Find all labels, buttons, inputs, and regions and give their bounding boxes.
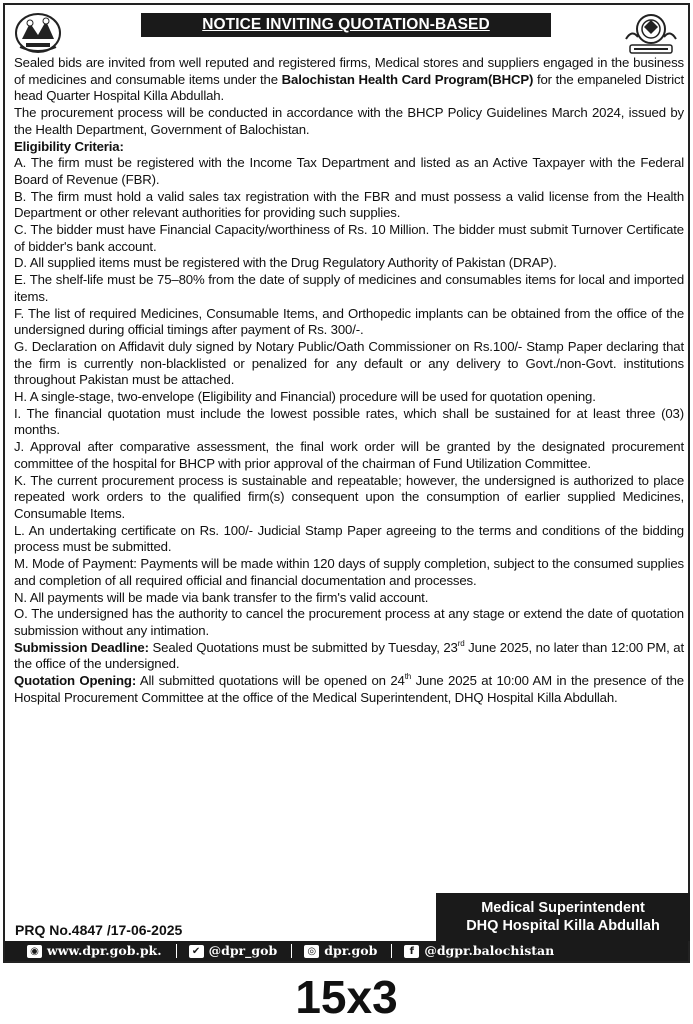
criteria-label: M. xyxy=(14,556,29,572)
criteria-item xyxy=(14,473,684,523)
submission-date-suffix: rd xyxy=(457,638,465,648)
policy-paragraph: The procurement process will be conducted in accordance with the BHCP Policy Guidelines March 2024, issued by the Health Department, Government of Balochistan. xyxy=(14,105,684,137)
footer-link-text: www.dpr.gob.pk. xyxy=(47,943,162,958)
footer-link-text: @dpr_gob xyxy=(208,943,278,958)
criteria-text: The bidder must have Financial Capacity/worthiness of Rs. 10 Million. The bidder must submit Turnover Certificate of bidder's bank account. xyxy=(14,222,684,254)
criteria-text: The undersigned has the authority to cancel the procurement process at any stage or extend the date of quotation submission without any intimation. xyxy=(14,606,684,638)
eligibility-heading-text: Eligibility Criteria: xyxy=(14,138,124,154)
signature-title: Medical Superintendent xyxy=(481,900,645,916)
government-emblem-icon xyxy=(12,9,64,55)
criteria-text: An undertaking certificate on Rs. 100/- Judicial Stamp Paper agreeing to the terms and conditions of the bidding process must be submitted. xyxy=(14,522,684,555)
criteria-text: The firm must be registered with the Income Tax Department and listed as an Active Taxpayer with the Federal Board of Revenue (FBR). xyxy=(14,155,684,187)
signature-office: DHQ Hospital Killa Abdullah xyxy=(466,918,660,934)
criteria-item xyxy=(14,189,684,222)
opening-date-suffix: th xyxy=(404,672,412,682)
ad-size-code: 15x3 xyxy=(295,971,398,1023)
eligibility-heading xyxy=(14,139,684,156)
criteria-text: All payments will be made via bank transfer to the firm's valid account. xyxy=(29,589,429,605)
header xyxy=(5,5,688,55)
criteria-item xyxy=(14,606,684,639)
signature-block xyxy=(436,893,690,941)
notice-body xyxy=(14,55,684,706)
criteria-item xyxy=(14,590,684,607)
criteria-label: J. xyxy=(14,439,24,455)
criteria-text: All supplied items must be registered with the Drug Regulatory Authority of Pakistan (DRAP). xyxy=(29,255,557,271)
footer-link-text: dpr.gob xyxy=(324,943,378,958)
opening-text: All submitted quotations will be opened on 24 xyxy=(136,673,405,689)
criteria-label: H. xyxy=(14,389,27,405)
intro-paragraph xyxy=(14,55,684,105)
criteria-label: B. xyxy=(14,188,27,204)
submission-label: Submission Deadline: xyxy=(14,639,149,655)
criteria-label: G. xyxy=(14,338,28,354)
instagram-icon: ◎ xyxy=(304,945,319,958)
criteria-item xyxy=(14,406,684,439)
criteria-label: C. xyxy=(14,222,27,238)
footer-divider xyxy=(176,944,177,958)
opening-text-end: June 2025 at 10:00 AM in the presence of the Hospital Procurement Committee at the office of the Medical Superintendent, DHQ Hospital Killa Abdullah. xyxy=(14,673,684,705)
footer-link[interactable] xyxy=(189,941,278,961)
intro-text-end: for the empaneled District head Quarter Hospital Killa Abdullah. xyxy=(14,71,685,104)
intro-text: Sealed bids are invited from well reputed and registered firms, Medical stores and suppliers engaged in the business of medicines and consumable items under the xyxy=(14,55,684,87)
criteria-label: A. xyxy=(14,155,27,171)
criteria-label: N. xyxy=(14,589,27,605)
criteria-text: A single-stage, two-envelope (Eligibility and Financial) procedure will be used for quotation opening. xyxy=(29,389,596,405)
notice-title: NOTICE INVITING QUOTATION-BASED PROCUREMENT xyxy=(141,13,551,37)
footer-link[interactable] xyxy=(404,941,554,961)
criteria-text: The shelf-life must be 75–80% from the date of supply of medicines and consumables items for local and imported items. xyxy=(14,272,685,304)
criteria-label: K. xyxy=(14,472,27,488)
criteria-item xyxy=(14,255,684,272)
criteria-item xyxy=(14,222,684,255)
program-name: Balochistan Health Card Program(BHCP) xyxy=(281,71,534,87)
criteria-text: The list of required Medicines, Consumable Items, and Orthopedic implants can be obtained from the office of the undersigned during official timings after payment of Rs. 300/-. xyxy=(14,305,685,338)
criteria-text: The firm must hold a valid sales tax registration with the FBR and must possess a valid license from the Health Department or other relevant authorities for providing such supplies. xyxy=(14,188,684,221)
eligibility-list xyxy=(14,155,684,639)
criteria-item xyxy=(14,389,684,406)
submission-text-end: June 2025, no later than 12:00 PM, at the office of the undersigned. xyxy=(14,639,684,672)
criteria-label: I. xyxy=(14,405,22,421)
criteria-text: The current procurement process is sustainable and repeatable; however, the undersigned is authorized to place repeated work orders to the qualified firm(s) consequent upon the consumption of earlier supplied Medicines, Consumable Items. xyxy=(14,472,685,521)
criteria-text: Declaration on Affidavit duly signed by Notary Public/Oath Commissioner on Rs.100/- Stamp Paper declaring that the firm is currently non-blacklisted or penalized for any default or any delivery to Govt./non-Govt. institutions throughout Pakistan must be attached. xyxy=(14,338,684,388)
prq-number: PRQ No.4847 /17-06-2025 xyxy=(15,922,183,938)
quotation-opening xyxy=(14,673,684,706)
footer-link[interactable] xyxy=(27,941,162,961)
criteria-label: O. xyxy=(14,606,28,622)
criteria-text: Mode of Payment: Payments will be made within 120 days of supply completion, subject to the consumed supplies and completion of all required official and financial documentation and processes. xyxy=(14,556,684,588)
footer-link[interactable] xyxy=(304,941,377,961)
footer-divider xyxy=(391,944,392,958)
criteria-item xyxy=(14,556,684,589)
criteria-item xyxy=(14,523,684,556)
criteria-label: F. xyxy=(14,305,24,321)
criteria-item xyxy=(14,155,684,188)
criteria-item xyxy=(14,306,684,339)
submission-deadline xyxy=(14,640,684,673)
footer-social-bar xyxy=(5,941,688,961)
footer-divider xyxy=(291,944,292,958)
facebook-icon: f xyxy=(404,945,419,958)
criteria-item xyxy=(14,339,684,389)
criteria-label: L. xyxy=(14,522,25,538)
twitter-icon: ✔ xyxy=(189,945,204,958)
dpr-logo-icon xyxy=(622,9,680,55)
opening-label: Quotation Opening: xyxy=(14,673,137,689)
notice-frame xyxy=(3,3,690,963)
criteria-item xyxy=(14,272,684,305)
globe-icon: ◉ xyxy=(27,945,42,958)
criteria-label: D. xyxy=(14,255,27,271)
submission-text: Sealed Quotations must be submitted by Tuesday, 23 xyxy=(148,639,458,655)
criteria-item xyxy=(14,439,684,472)
footer-link-text: @dgpr.balochistan xyxy=(424,943,555,958)
criteria-label: E. xyxy=(14,272,27,288)
criteria-text: Approval after comparative assessment, the final work order will be granted by the designated procurement committee of the hospital for BHCP with prior approval of the chairman of Fund Utilization Committee. xyxy=(14,439,684,471)
criteria-text: The financial quotation must include the lowest possible rates, which shall be sustained for at least three (03) months. xyxy=(14,405,684,438)
